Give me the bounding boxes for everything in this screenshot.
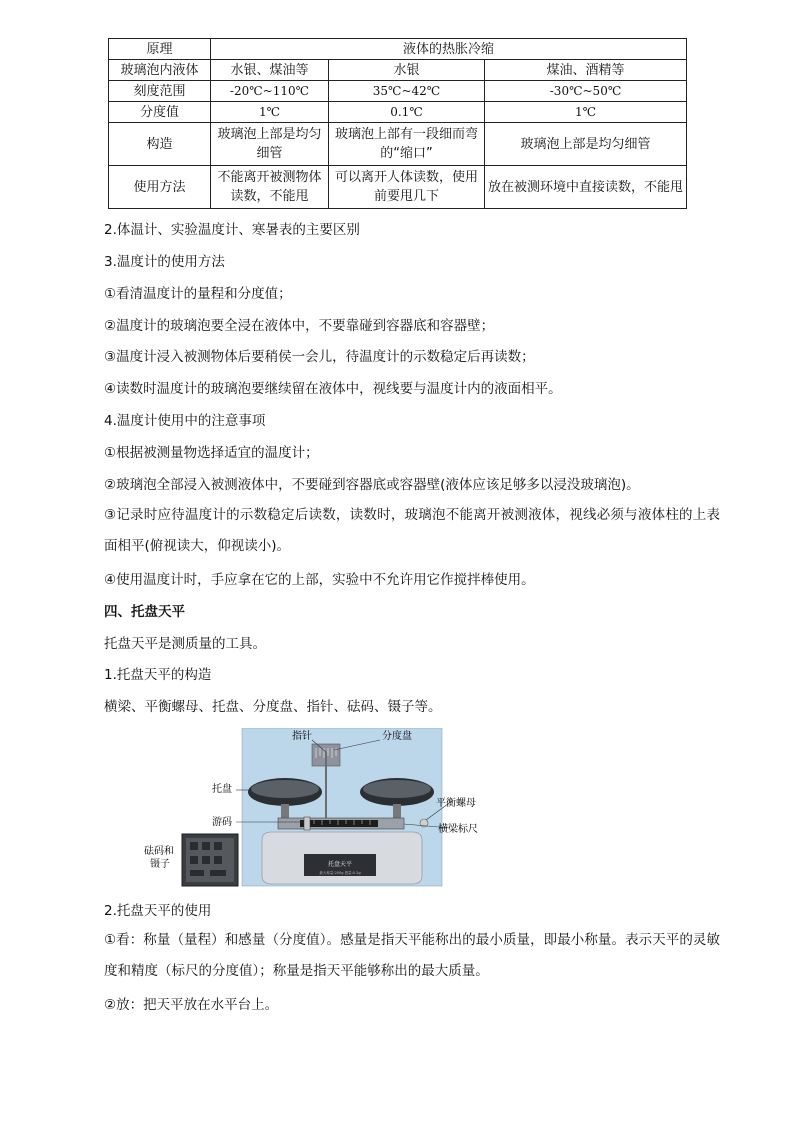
section-heading: 2.托盘天平的使用 xyxy=(104,903,212,919)
row-label: 玻璃泡内液体 xyxy=(109,60,211,81)
list-item: ②放：把天平放在水平台上。 xyxy=(104,997,279,1013)
label-tweezers: 镊子 xyxy=(150,859,170,870)
row-label: 刻度范围 xyxy=(109,81,211,102)
row-label: 构造 xyxy=(109,123,211,166)
table-cell: 35℃~42℃ xyxy=(329,81,485,102)
label-beam-scale: 横梁标尺 xyxy=(438,824,478,835)
table-cell: 煤油、酒精等 xyxy=(485,60,687,81)
label-dial: 分度盘 xyxy=(382,731,412,742)
list-item: ①看：称量（量程）和感量（分度值）。感量是指天平能称出的最小质量，即最小称量。表示天平的灵敏度和精度（标尺的分度值）；称量是指天平能够称出的最大质量。 xyxy=(104,932,720,979)
section-heading: 3.温度计的使用方法 xyxy=(104,254,225,270)
row-label: 原理 xyxy=(109,39,211,60)
table-cell: 玻璃泡上部有一段细而弯的“缩口” xyxy=(329,123,485,166)
table-cell: 1℃ xyxy=(211,102,329,123)
nameplate-spec: 最大称量:200g 感量:0.2g xyxy=(319,871,361,875)
label-pan: 托盘 xyxy=(212,784,232,795)
table-cell: 玻璃泡上部是均匀细管 xyxy=(211,123,329,166)
list-item: ④使用温度计时，手应拿在它的上部，实验中不允许用它作搅拌棒使用。 xyxy=(104,572,535,588)
table-cell: 可以离开人体读数，使用前要甩几下 xyxy=(329,166,485,209)
table-cell: 玻璃泡上部是均匀细管 xyxy=(485,123,687,166)
section-heading: 2.体温计、实验温度计、寒暑表的主要区别 xyxy=(104,222,360,238)
paragraph: 横梁、平衡螺母、托盘、分度盘、指针、砝码、镊子等。 xyxy=(104,699,442,715)
row-label: 分度值 xyxy=(109,102,211,123)
thermometer-comparison-table xyxy=(108,38,687,209)
table-cell: -30℃~50℃ xyxy=(485,81,687,102)
list-item: ②玻璃泡全部浸入被测液体中，不要碰到容器底或容器壁(液体应该足够多以浸没玻璃泡)。 xyxy=(104,477,640,493)
table-cell: 放在被测环境中直接读数，不能甩 xyxy=(485,166,687,209)
list-item: ②温度计的玻璃泡要全浸在液体中，不要靠碰到容器底和容器壁； xyxy=(104,318,495,334)
section-heading: 1.托盘天平的构造 xyxy=(104,667,212,683)
label-weights: 砝码和 xyxy=(144,846,174,857)
row-label: 使用方法 xyxy=(109,166,211,209)
table-cell: -20℃~110℃ xyxy=(211,81,329,102)
label-rider: 游码 xyxy=(212,817,232,828)
table-cell: 1℃ xyxy=(485,102,687,123)
paragraph: 托盘天平是测质量的工具。 xyxy=(104,636,266,652)
list-item: ①看清温度计的量程和分度值； xyxy=(104,286,292,302)
list-item: ③温度计浸入被测物体后要稍侯一会儿，待温度计的示数稳定后再读数； xyxy=(104,349,535,365)
chapter-heading: 四、托盘天平 xyxy=(104,604,185,620)
list-item: ①根据被测量物选择适宜的温度计； xyxy=(104,445,319,461)
label-pointer: 指针 xyxy=(292,731,312,742)
nameplate-title: 托盘天平 xyxy=(327,861,353,868)
principle-cell: 液体的热胀冷缩 xyxy=(211,39,687,60)
section-heading: 4.温度计使用中的注意事项 xyxy=(104,413,266,429)
table-cell: 水银 xyxy=(329,60,485,81)
table-cell: 不能离开被测物体读数，不能甩 xyxy=(211,166,329,209)
table-cell: 0.1℃ xyxy=(329,102,485,123)
list-item: ④读数时温度计的玻璃泡要继续留在液体中，视线要与温度计内的液面相平。 xyxy=(104,381,562,397)
list-item: ③记录时应待温度计的示数稳定后读数，读数时，玻璃泡不能离开被测液体，视线必须与液体柱的上表面相平(俯视读大，仰视读小)。 xyxy=(104,507,720,554)
table-cell: 水银、煤油等 xyxy=(211,60,329,81)
rider-icon xyxy=(304,817,310,830)
label-balance-nut: 平衡螺母 xyxy=(436,798,476,809)
balance-diagram xyxy=(140,728,488,888)
